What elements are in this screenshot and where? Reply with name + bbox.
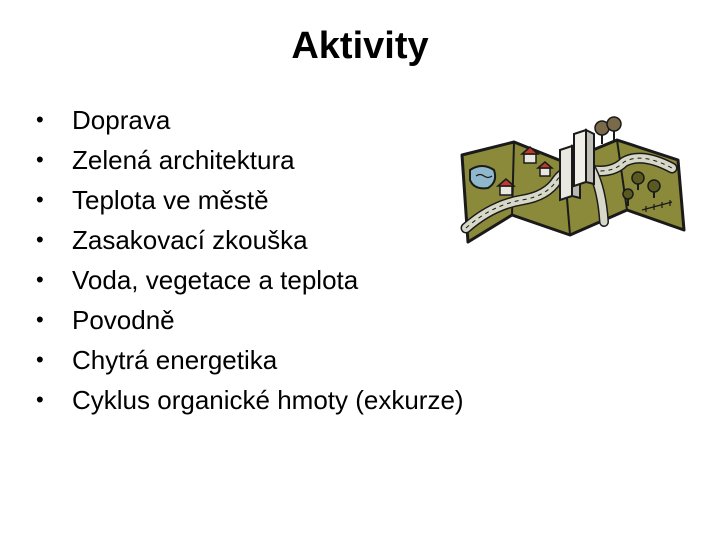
- bullet-dot: •: [36, 227, 44, 252]
- bullet-text: Povodně: [72, 305, 175, 335]
- bullet-text: Teplota ve městě: [72, 185, 269, 215]
- bullet-text: Cyklus organické hmoty (exkurze): [72, 385, 464, 415]
- slide-title: Aktivity: [291, 25, 429, 67]
- bullet-dot: •: [36, 147, 44, 172]
- bullet-dot: •: [36, 387, 44, 412]
- lake: [470, 166, 495, 188]
- bullet-dot: •: [36, 187, 44, 212]
- city-map-icon: [452, 110, 690, 250]
- bullet-text: Zasakovací zkouška: [72, 225, 308, 255]
- tree: [607, 117, 621, 140]
- bullet-dot: •: [36, 107, 44, 132]
- bullet-dot: •: [36, 307, 44, 332]
- bullet-text: Voda, vegetace a teplota: [72, 265, 359, 295]
- building: [574, 130, 594, 186]
- bullet-text: Doprava: [72, 105, 171, 135]
- bullet-dot: •: [36, 267, 44, 292]
- bullet-text: Zelená architektura: [72, 145, 295, 175]
- bullet-dot: •: [36, 347, 44, 372]
- bullet-text: Chytrá energetika: [72, 345, 278, 375]
